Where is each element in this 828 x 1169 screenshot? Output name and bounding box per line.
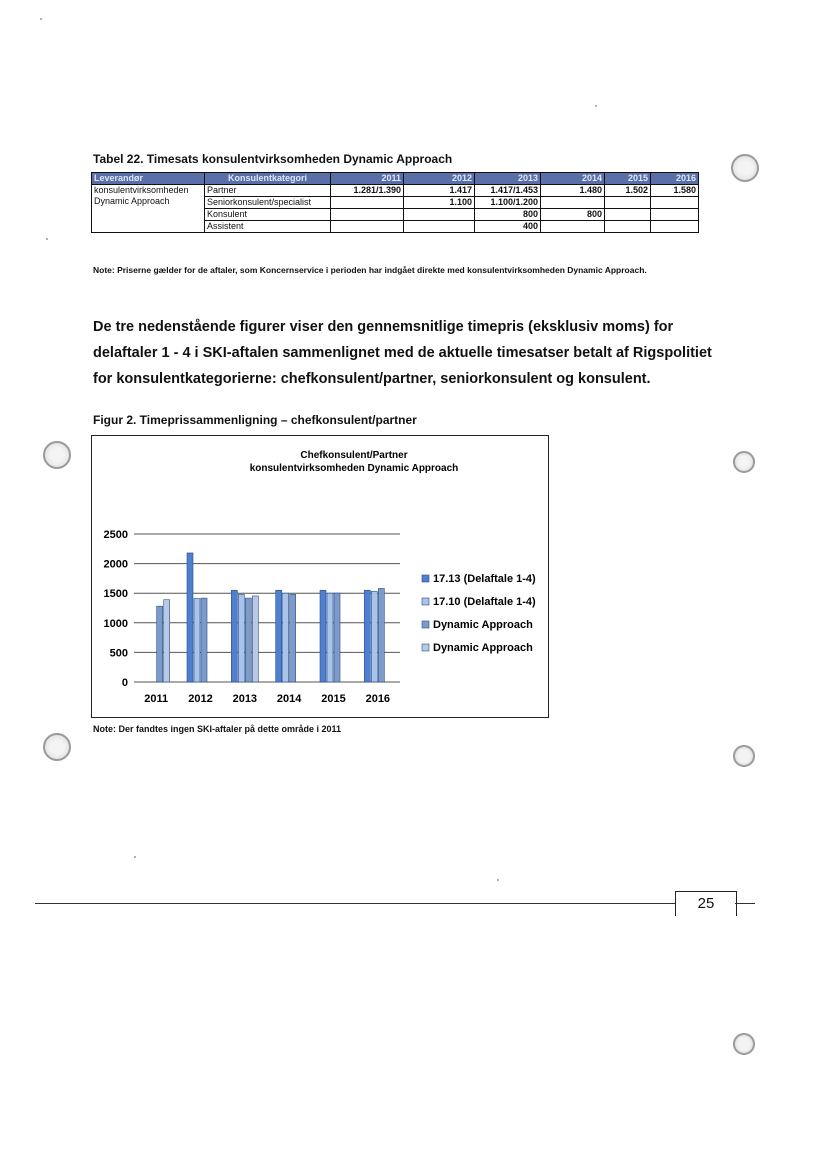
x-tick-label: 2016 bbox=[365, 693, 391, 705]
footer-rule-end bbox=[735, 903, 755, 904]
legend-swatch bbox=[422, 621, 429, 628]
chart-frame bbox=[91, 435, 549, 718]
rate-table bbox=[91, 172, 699, 233]
legend-label: 17.10 (Delaftale 1-4) bbox=[433, 596, 536, 608]
legend-swatch bbox=[422, 575, 429, 582]
scan-speck bbox=[40, 18, 42, 20]
bar bbox=[194, 599, 200, 682]
legend-label: Dynamic Approach bbox=[433, 619, 533, 631]
scan-speck bbox=[497, 879, 499, 881]
value-cell bbox=[541, 197, 605, 209]
value-cell: 800 bbox=[541, 209, 605, 221]
x-tick-label: 2015 bbox=[321, 693, 346, 705]
header-2013: 2013 bbox=[475, 173, 541, 185]
value-cell: 800 bbox=[475, 209, 541, 221]
value-cell bbox=[331, 209, 404, 221]
value-cell bbox=[404, 209, 475, 221]
scan-speck bbox=[595, 105, 597, 107]
table-title: Tabel 22. Timesats konsulentvirksomheden Dynamic Approach bbox=[93, 152, 453, 166]
value-cell bbox=[651, 209, 699, 221]
value-cell: 1.580 bbox=[651, 185, 699, 197]
y-tick-label: 1000 bbox=[103, 617, 128, 630]
x-tick-label: 2013 bbox=[232, 693, 258, 705]
punch-hole-icon bbox=[43, 733, 71, 761]
value-cell bbox=[331, 197, 404, 209]
bar bbox=[276, 590, 282, 682]
value-cell: 1.281/1.390 bbox=[331, 185, 404, 197]
value-cell bbox=[331, 221, 404, 233]
punch-hole-icon bbox=[733, 1033, 755, 1055]
supplier-line2: Dynamic Approach bbox=[94, 196, 170, 206]
table-header-row bbox=[92, 173, 699, 185]
value-cell bbox=[605, 209, 651, 221]
scan-speck bbox=[134, 856, 136, 858]
header-2015: 2015 bbox=[605, 173, 651, 185]
value-cell: 1.502 bbox=[605, 185, 651, 197]
value-cell: 1.100 bbox=[404, 197, 475, 209]
footer-rule bbox=[35, 903, 675, 904]
bar bbox=[238, 594, 244, 682]
header-supplier: Leverandør bbox=[92, 173, 205, 185]
supplier-cell bbox=[92, 185, 205, 233]
y-tick-label: 500 bbox=[109, 647, 128, 660]
table-note: Note: Priserne gælder for de aftaler, som Koncernservice i perioden har indgået direkte med konsulentvirksomheden Dynamic Approach. bbox=[93, 265, 647, 275]
bar bbox=[187, 553, 193, 682]
value-cell: 400 bbox=[475, 221, 541, 233]
y-tick-label: 0 bbox=[121, 677, 128, 689]
value-cell bbox=[541, 221, 605, 233]
header-2011: 2011 bbox=[331, 173, 404, 185]
category-cell: Seniorkonsulent/specialist bbox=[205, 197, 331, 209]
value-cell: 1.417/1.453 bbox=[475, 185, 541, 197]
legend-swatch bbox=[422, 598, 429, 605]
bar bbox=[283, 593, 289, 682]
value-cell: 1.100/1.200 bbox=[475, 197, 541, 209]
chart-title: Chefkonsulent/Partner bbox=[300, 450, 408, 461]
table-row bbox=[92, 185, 699, 197]
bar bbox=[371, 591, 377, 682]
category-cell: Konsulent bbox=[205, 209, 331, 221]
bar bbox=[334, 593, 340, 682]
bar bbox=[290, 594, 296, 682]
y-tick-label: 1500 bbox=[103, 588, 128, 601]
x-tick-label: 2012 bbox=[188, 693, 213, 705]
header-category: Konsulentkategori bbox=[205, 173, 331, 185]
punch-hole-icon bbox=[43, 441, 71, 469]
value-cell: 1.417 bbox=[404, 185, 475, 197]
chart-subtitle: konsulentvirksomheden Dynamic Approach bbox=[249, 463, 459, 474]
x-tick-label: 2014 bbox=[276, 693, 302, 705]
y-tick-label: 2500 bbox=[103, 529, 128, 541]
bar bbox=[252, 596, 258, 682]
header-2016: 2016 bbox=[651, 173, 699, 185]
bar bbox=[201, 598, 207, 682]
bar bbox=[327, 593, 333, 682]
bar bbox=[245, 598, 251, 682]
punch-hole-icon bbox=[733, 745, 755, 767]
page-number: 25 bbox=[675, 891, 737, 916]
bar-chart bbox=[92, 436, 548, 717]
bar bbox=[164, 600, 170, 682]
bar bbox=[320, 590, 326, 682]
legend-label: Dynamic Approach bbox=[433, 642, 533, 654]
value-cell bbox=[651, 221, 699, 233]
bar bbox=[231, 590, 237, 682]
value-cell bbox=[404, 221, 475, 233]
y-tick-label: 2000 bbox=[103, 558, 128, 571]
category-cell: Partner bbox=[205, 185, 331, 197]
bar bbox=[364, 590, 370, 682]
figure-title: Figur 2. Timeprissammenligning – chefkonsulent/partner bbox=[93, 413, 417, 427]
value-cell bbox=[605, 197, 651, 209]
value-cell bbox=[605, 221, 651, 233]
punch-hole-icon bbox=[733, 451, 755, 473]
value-cell bbox=[651, 197, 699, 209]
header-2012: 2012 bbox=[404, 173, 475, 185]
body-paragraph: De tre nedenstående figurer viser den gennemsnitlige timepris (eksklusiv moms) for delaftaler 1 - 4 i SKI-aftalen sammenlignet med de aktuelle timesatser betalt af Rigspolitiet for konsulentkategorierne: chefkonsulent/partner, seniorkonsulent og konsulent. bbox=[93, 319, 712, 387]
bar bbox=[378, 588, 384, 682]
supplier-line1: konsulentvirksomheden bbox=[94, 185, 189, 195]
category-cell: Assistent bbox=[205, 221, 331, 233]
scan-speck bbox=[46, 238, 48, 240]
figure-note: Note: Der fandtes ingen SKI-aftaler på dette område i 2011 bbox=[93, 724, 342, 734]
punch-hole-icon bbox=[731, 154, 759, 182]
header-2014: 2014 bbox=[541, 173, 605, 185]
bar bbox=[157, 606, 163, 682]
legend-label: 17.13 (Delaftale 1-4) bbox=[433, 573, 536, 585]
value-cell: 1.480 bbox=[541, 185, 605, 197]
legend-swatch bbox=[422, 644, 429, 651]
x-tick-label: 2011 bbox=[144, 693, 169, 705]
